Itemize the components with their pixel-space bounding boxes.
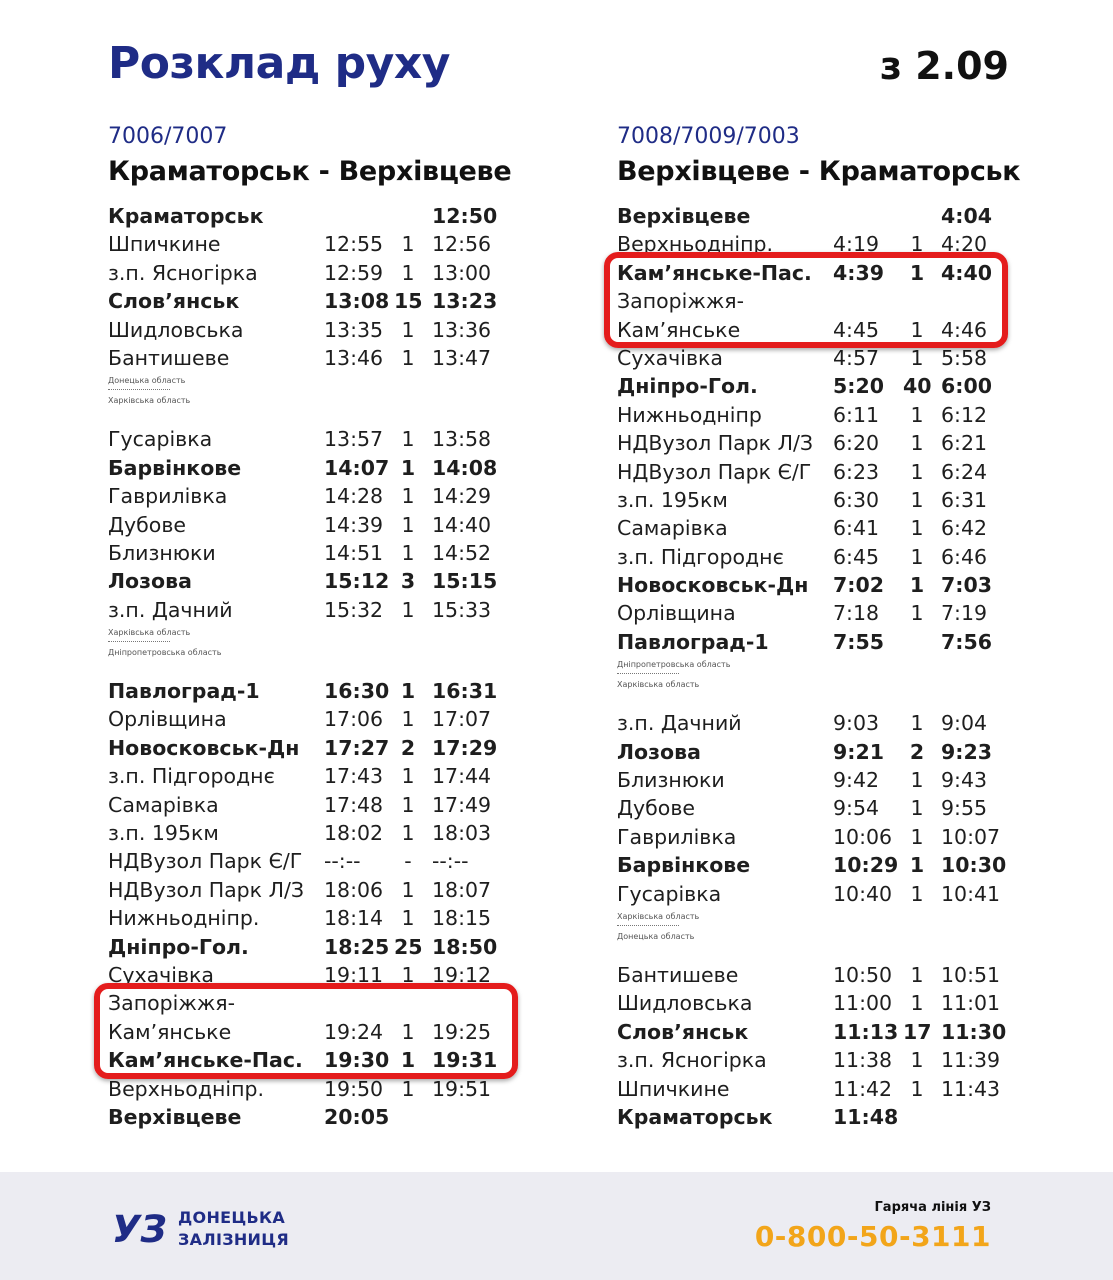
highlight-box-right [604,252,1008,348]
arrival-time: 17:06 [324,707,384,732]
station-row [108,316,508,344]
departure-time: 19:25 [432,1019,492,1044]
region-divider-line [617,673,679,674]
region-to-label: Харківська область [108,396,191,406]
region-divider-line [108,641,170,642]
arrival-time: 14:39 [324,512,384,537]
station-name: Сухачівка [108,962,214,987]
schedule-left [108,122,512,1131]
station-row [108,1103,508,1131]
station-name: Краматорськ [617,1104,773,1129]
region-from-label: Донецька область [108,376,186,386]
station-name: Краматорськ [108,204,264,228]
stop-minutes: 1 [910,1076,924,1101]
stop-minutes: 1 [401,1019,415,1044]
stop-minutes: 1 [401,821,415,846]
stop-minutes: 2 [400,735,416,760]
station-name: Гусарівка [108,427,213,452]
station-row [617,401,1017,429]
departure-time: 19:51 [432,1076,492,1101]
stop-minutes: 1 [910,796,924,821]
station-row [617,599,1017,627]
station-name: Гаврилівка [108,484,228,509]
station-name: Лозова [108,569,192,594]
station-name: Дубове [617,796,696,821]
departure-time: 4:04 [941,204,992,228]
stop-minutes: 1 [401,764,415,789]
station-name: з.п. Дачний [108,597,233,622]
footer [0,1172,1113,1280]
station-name: з.п. Дачний [617,711,742,736]
departure-time: 11:43 [941,1076,1001,1101]
departure-time: 6:24 [941,459,988,484]
arrival-time: 13:46 [324,345,384,370]
station-name: Дніпро-Гол. [617,374,758,399]
stop-minutes: 1 [910,991,924,1016]
stop-minutes: 1 [910,881,924,906]
station-name: Шидловська [108,317,244,342]
stop-minutes: 1 [401,232,415,257]
stop-minutes: 1 [909,573,925,598]
departure-time: 18:03 [432,821,492,846]
stop-minutes: 1 [401,707,415,732]
station-row [617,766,1017,794]
arrival-time: 12:59 [324,260,384,285]
departure-time: 6:42 [941,516,988,541]
region-divider-line [617,925,679,926]
arrival-time: 6:23 [833,459,880,484]
departure-time: 6:46 [941,544,988,569]
arrival-time: 19:24 [324,1019,384,1044]
stop-minutes: 40 [903,374,932,399]
hotline-number[interactable]: 0-800-50-3111 [754,1220,991,1253]
stop-minutes: 1 [909,853,925,878]
station-name: Павлоград-1 [617,629,769,654]
departure-time: 6:31 [941,487,988,512]
station-name: Верхівцеве [617,204,751,228]
station-name: Шпичкине [617,1076,730,1101]
station-row [108,876,508,904]
stop-minutes: 1 [910,824,924,849]
stop-minutes: 1 [401,345,415,370]
station-name: Самарівка [108,792,219,817]
arrival-time: 4:45 [833,317,880,342]
departure-time: 4:40 [941,260,992,285]
region-divider-line [108,389,170,390]
stop-minutes: 1 [401,962,415,987]
logo-line-1: ДОНЕЦЬКА [178,1208,286,1227]
stop-minutes: 1 [910,431,924,456]
arrival-time: 6:11 [833,402,880,427]
station-name: Барвінкове [617,853,751,878]
stop-minutes: 2 [909,739,925,764]
station-name: з.п. Підгороднє [108,764,275,789]
departure-time: 15:33 [432,597,492,622]
departure-time: 18:50 [432,934,498,959]
stop-minutes: 1 [910,516,924,541]
station-row [617,1075,1017,1103]
station-name: НДВузол Парк Є/Г [108,849,303,874]
arrival-time: --:-- [324,849,361,874]
arrival-time: 6:45 [833,544,880,569]
station-row [617,429,1017,457]
departure-time: 14:40 [432,512,492,537]
arrival-time: 18:14 [324,906,384,931]
station-row [108,511,508,539]
station-name: Гусарівка [617,881,722,906]
region-from-label: Харківська область [617,912,700,921]
arrival-time: 11:42 [833,1076,893,1101]
stop-minutes: 1 [400,1048,416,1073]
departure-time: 13:58 [432,427,492,452]
highlight-box-left [94,983,518,1079]
station-row [108,259,508,287]
departure-time: 9:55 [941,796,988,821]
departure-time: 12:50 [432,204,498,228]
station-row [617,628,1017,656]
departure-time: 10:30 [941,853,1007,878]
departure-time: 19:31 [432,1048,498,1073]
arrival-time: 19:50 [324,1076,384,1101]
arrival-time: 6:41 [833,516,880,541]
departure-time: 18:07 [432,877,492,902]
station-row [617,851,1017,879]
region-to-label: Дніпропетровська область [108,648,222,658]
arrival-time: 10:50 [833,963,893,987]
station-name: НДВузол Парк Л/З [108,877,305,902]
departure-time: 14:29 [432,484,492,509]
station-row [617,202,1017,230]
station-name: Дніпро-Гол. [108,934,249,959]
station-name: з.п. Ясногірка [617,1048,767,1073]
hotline-label: Гаряча лінія УЗ [874,1200,991,1215]
station-name: Кам’янське-Пас. [617,260,812,285]
departure-time: 7:56 [941,629,992,654]
region-from-label: Дніпропетровська область [617,660,731,670]
station-row [108,596,508,624]
station-name: Шидловська [617,991,753,1016]
page-title: Розклад руху [108,38,450,89]
stop-minutes: 1 [910,487,924,512]
station-row [617,880,1017,908]
arrival-time: 18:02 [324,821,384,846]
region-separator [617,908,1017,961]
stop-minutes: 1 [910,402,924,427]
station-name: НДВузол Парк Л/З [617,431,814,456]
station-row [108,230,508,258]
departure-time: 11:01 [941,991,1001,1016]
station-name: Кам’янське-Пас. [108,1048,303,1073]
station-row [617,1046,1017,1074]
arrival-time: 13:08 [324,289,390,314]
station-name: НДВузол Парк Є/Г [617,459,812,484]
station-row [617,486,1017,514]
arrival-time: 11:00 [833,991,893,1016]
station-name: Нижньодніпр. [108,906,260,931]
station-row [108,482,508,510]
train-number-left: 7006/7007 [108,124,228,149]
station-row [108,847,508,875]
arrival-time: 15:32 [324,597,384,622]
station-name: Запоріжжя- Кам’янське [108,991,236,1044]
departure-time: 6:21 [941,431,988,456]
station-name: Нижньодніпр [617,402,762,427]
route-title-left: Краматорськ - Верхівцеве [108,156,512,187]
departure-time: 9:23 [941,739,992,764]
station-name: Барвінкове [108,455,242,480]
departure-time: 14:08 [432,455,498,480]
station-row [617,989,1017,1017]
station-row [108,567,508,595]
departure-time: 11:39 [941,1048,1001,1073]
station-row [108,287,508,315]
departure-time: 14:52 [432,540,492,565]
stop-minutes: 1 [910,1048,924,1073]
departure-time: 18:15 [432,906,492,931]
stop-minutes: 1 [910,345,924,370]
departure-time: 17:49 [432,792,492,817]
station-row [108,425,508,453]
departure-time: 9:04 [941,711,988,736]
station-name: Гаврилівка [617,824,737,849]
stop-minutes: 1 [401,512,415,537]
arrival-time: 17:27 [324,735,390,760]
stop-minutes: 1 [910,768,924,793]
station-row [617,823,1017,851]
arrival-time: 13:57 [324,427,384,452]
arrival-time: 19:11 [324,962,384,987]
arrival-time: 13:35 [324,317,384,342]
stop-minutes: 1 [401,540,415,565]
station-row [108,202,508,230]
stop-minutes: 1 [401,484,415,509]
stop-minutes: 1 [401,597,415,622]
station-row [108,454,508,482]
stop-minutes: 1 [910,711,924,736]
arrival-time: 14:28 [324,484,384,509]
station-row [617,571,1017,599]
stop-minutes: 1 [401,877,415,902]
arrival-time: 9:54 [833,796,880,821]
departure-time: 16:31 [432,679,498,704]
station-name: Бантишеве [108,345,230,370]
station-name: Близнюки [108,540,216,565]
arrival-time: 10:40 [833,881,893,906]
stop-minutes: 1 [910,459,924,484]
station-row [108,762,508,790]
effective-date: з 2.09 [879,44,1009,88]
station-row [108,344,508,372]
departure-time: 17:44 [432,764,492,789]
arrival-time: 14:51 [324,540,384,565]
departure-time: 6:00 [941,374,992,399]
arrival-time: 9:42 [833,768,880,793]
station-name: Самарівка [617,516,728,541]
stop-minutes: 1 [910,601,924,626]
train-number-right: 7008/7009/7003 [617,124,800,149]
departure-time: --:-- [432,849,469,874]
departure-time: 10:41 [941,881,1001,906]
arrival-time: 6:30 [833,487,880,512]
stop-minutes: 15 [394,289,423,314]
arrival-time: 7:18 [833,601,880,626]
departure-time: 17:29 [432,735,498,760]
arrival-time: 16:30 [324,679,390,704]
station-row [617,961,1017,989]
arrival-time: 6:20 [833,431,880,456]
departure-time: 13:36 [432,317,492,342]
station-row [617,543,1017,571]
departure-time: 7:19 [941,601,988,626]
departure-time: 6:12 [941,402,988,427]
station-name: Верхівцеве [108,1104,242,1129]
station-row [617,458,1017,486]
station-name: Новосковськ-Дн [617,573,809,598]
station-name: Верхньодніпр. [108,1076,265,1101]
arrival-time: 9:03 [833,711,880,736]
region-to-label: Донецька область [617,932,695,941]
uz-logo-text: УЗ [112,1208,167,1248]
station-row [108,677,508,705]
stop-minutes: 1 [401,260,415,285]
station-name: з.п. Ясногірка [108,260,258,285]
stop-minutes: 3 [400,569,416,594]
station-name: Запоріжжя- Кам’янське [617,289,745,342]
route-title-right: Верхівцеве - Краматорськ [617,156,1021,187]
stop-minutes: 25 [394,934,423,959]
arrival-time: 19:30 [324,1048,390,1073]
departure-time: 15:15 [432,569,498,594]
arrival-time: 17:43 [324,764,384,789]
station-row [617,514,1017,542]
departure-time: 10:07 [941,824,1001,849]
station-row [108,539,508,567]
departure-time: 7:03 [941,573,992,598]
departure-time: 19:12 [432,962,492,987]
stop-minutes: 1 [401,317,415,342]
region-separator [108,372,508,425]
departure-time: 13:00 [432,260,492,285]
station-name: Бантишеве [617,963,739,987]
stop-minutes: 1 [401,792,415,817]
arrival-time: 7:02 [833,573,884,598]
arrival-time: 4:57 [833,345,880,370]
stop-minutes: 1 [909,260,925,285]
station-name: з.п. 195км [617,487,728,512]
arrival-time: 11:48 [833,1104,899,1129]
station-row [617,709,1017,737]
departure-time: 17:07 [432,707,492,732]
station-row [108,791,508,819]
stop-minutes: 1 [400,455,416,480]
region-separator [617,656,1017,709]
arrival-time: 18:25 [324,934,390,959]
station-row [108,819,508,847]
station-row [617,738,1017,766]
arrival-time: 11:13 [833,1019,899,1044]
arrival-time: 5:20 [833,374,884,399]
departure-time: 13:23 [432,289,498,314]
arrival-time: 20:05 [324,1104,390,1129]
departure-time: 12:56 [432,232,492,257]
stop-minutes: 1 [401,427,415,452]
arrival-time: 10:29 [833,853,899,878]
station-row [617,372,1017,400]
station-name: Слов’янськ [108,289,240,314]
station-name: з.п. Підгороднє [617,544,784,569]
uz-logo-icon [112,1208,170,1248]
stop-minutes: 1 [910,232,924,257]
stop-minutes: 1 [910,317,924,342]
station-row [108,933,508,961]
departure-time: 13:47 [432,345,492,370]
region-from-label: Харківська область [108,628,191,638]
arrival-time: 12:55 [324,232,384,257]
region-separator [108,624,508,677]
station-row [108,904,508,932]
station-name: Близнюки [617,768,725,793]
station-name: з.п. 195км [108,821,219,846]
arrival-time: 4:19 [833,232,880,257]
station-name: Павлоград-1 [108,679,260,704]
arrival-time: 7:55 [833,629,884,654]
arrival-time: 4:39 [833,260,884,285]
arrival-time: 10:06 [833,824,893,849]
stop-minutes: - [404,849,412,874]
stop-minutes: 1 [401,906,415,931]
arrival-time: 11:38 [833,1048,893,1073]
station-row [617,1103,1017,1131]
logo-line-2: ЗАЛІЗНИЦЯ [178,1230,290,1249]
arrival-time: 18:06 [324,877,384,902]
departure-time: 5:58 [941,345,988,370]
stop-minutes: 17 [903,1019,932,1044]
departure-time: 4:20 [941,232,988,257]
arrival-time: 14:07 [324,455,390,480]
arrival-time: 9:21 [833,739,884,764]
stop-minutes: 1 [910,963,924,987]
station-name: Сухачівка [617,345,723,370]
station-row [108,734,508,762]
stop-minutes: 1 [401,1076,415,1101]
departure-time: 9:43 [941,768,988,793]
departure-time: 10:51 [941,963,1001,987]
station-row [108,705,508,733]
station-name: Слов’янськ [617,1019,749,1044]
region-to-label: Харківська область [617,680,700,690]
station-name: Верхньодніпр. [617,232,774,257]
station-name: Орлівщина [617,601,736,626]
station-name: Лозова [617,739,701,764]
stop-minutes: 1 [910,544,924,569]
station-row [617,1018,1017,1046]
station-name: Новосковськ-Дн [108,735,300,760]
station-name: Дубове [108,512,187,537]
stop-minutes: 1 [400,679,416,704]
station-name: Орлівщина [108,707,227,732]
departure-time: 4:46 [941,317,988,342]
arrival-time: 15:12 [324,569,390,594]
station-row [617,794,1017,822]
arrival-time: 17:48 [324,792,384,817]
station-row [617,344,1017,372]
departure-time: 11:30 [941,1019,1007,1044]
station-name: Шпичкине [108,232,221,257]
